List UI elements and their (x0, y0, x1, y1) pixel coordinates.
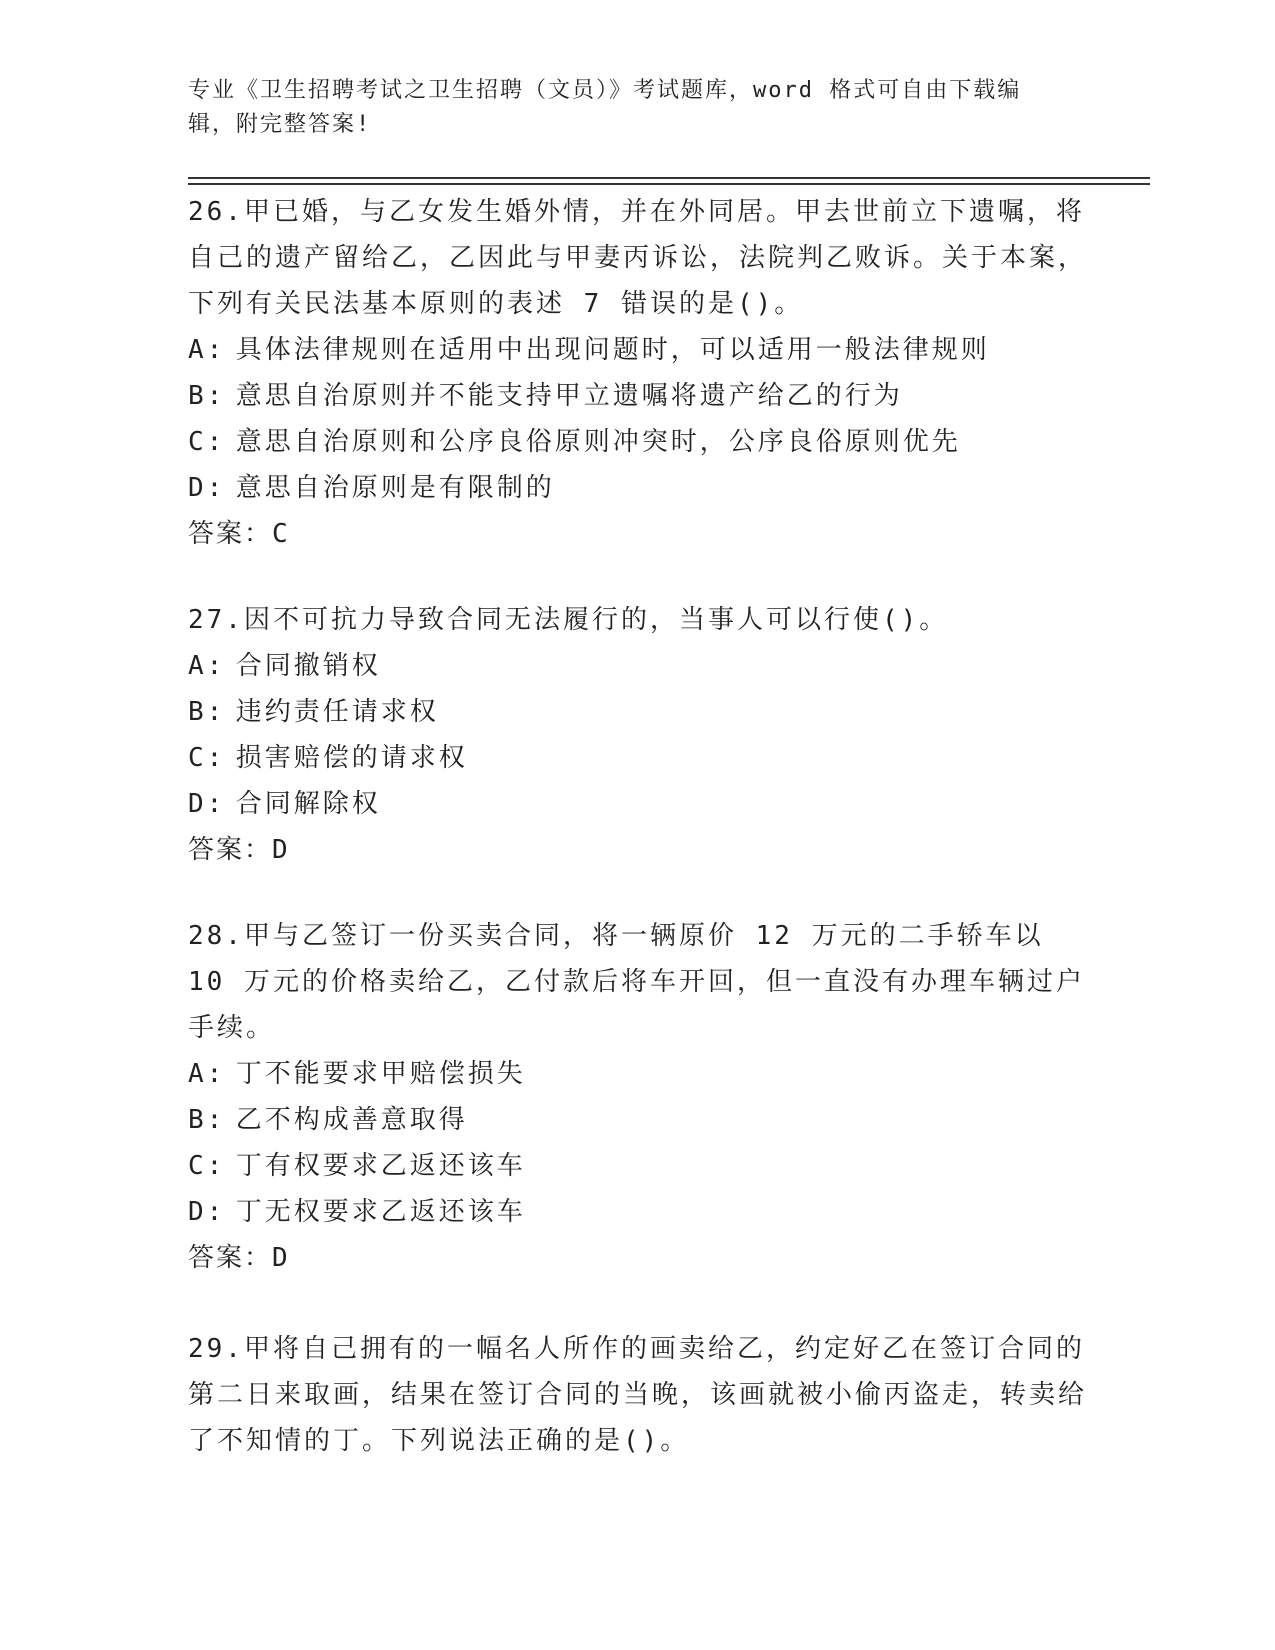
option-d (188, 1189, 1088, 1235)
question-26 (188, 189, 1088, 557)
option-letter: A: (188, 1059, 226, 1089)
option-text: 意思自治原则并不能支持甲立遗嘱将遗产给乙的行为 (235, 381, 903, 411)
option-letter: B: (188, 381, 226, 411)
question-27 (188, 597, 1088, 873)
option-letter: D: (188, 473, 226, 503)
option-b (188, 373, 1088, 419)
question-stem: 28.甲与乙签订一份买卖合同，将一辆原价 12 万元的二手轿车以 10 万元的价格卖给乙，乙付款后将车开回，但一直没有办理车辆过户手续。 (188, 921, 1085, 1043)
option-letter: C: (188, 743, 226, 773)
option-c (188, 419, 1088, 465)
question-stem: 26.甲已婚，与乙女发生婚外情，并在外同居。甲去世前立下遗嘱，将自己的遗产留给乙，乙因此与甲妻丙诉讼，法院判乙败诉。关于本案，下列有关民法基本原则的表述 7 错误的是()。 (188, 197, 1088, 319)
answer-line (188, 1235, 1088, 1281)
header-divider-top (188, 177, 1150, 179)
question-29 (188, 1326, 1088, 1464)
option-text: 具体法律规则在适用中出现问题时，可以适用一般法律规则 (235, 335, 990, 365)
option-text: 违约责任请求权 (235, 697, 439, 727)
option-c (188, 1143, 1088, 1189)
option-letter: C: (188, 1151, 226, 1181)
option-a (188, 327, 1088, 373)
option-d (188, 781, 1088, 827)
option-text: 意思自治原则和公序良俗原则冲突时，公序良俗原则优先 (235, 427, 961, 457)
option-letter: A: (188, 335, 226, 365)
answer-line (188, 511, 1088, 557)
header-note: 专业《卫生招聘考试之卫生招聘（文员）》考试题库，word 格式可自由下载编辑，附完整答案! (188, 78, 1022, 137)
option-text: 合同撤销权 (235, 651, 381, 681)
option-a (188, 1051, 1088, 1097)
option-letter: A: (188, 651, 226, 681)
header-divider-bottom (188, 183, 1150, 185)
answer-value: C (272, 519, 288, 549)
option-letter: D: (188, 1197, 226, 1227)
option-text: 丁无权要求乙返还该车 (235, 1197, 526, 1227)
answer-label: 答案： (188, 519, 273, 549)
answer-value: D (272, 1243, 288, 1273)
answer-label: 答案： (188, 1243, 273, 1273)
option-b (188, 1097, 1088, 1143)
option-letter: B: (188, 697, 226, 727)
option-text: 意思自治原则是有限制的 (235, 473, 555, 503)
option-c (188, 735, 1088, 781)
option-letter: D: (188, 789, 226, 819)
option-a (188, 643, 1088, 689)
answer-line (188, 827, 1088, 873)
option-text: 乙不构成善意取得 (235, 1105, 468, 1135)
option-letter: C: (188, 427, 226, 457)
option-text: 合同解除权 (235, 789, 381, 819)
option-text: 丁有权要求乙返还该车 (235, 1151, 526, 1181)
answer-value: D (272, 835, 288, 865)
option-letter: B: (188, 1105, 226, 1135)
question-28 (188, 913, 1088, 1281)
question-stem: 27.因不可抗力导致合同无法履行的，当事人可以行使()。 (188, 605, 949, 635)
option-d (188, 465, 1088, 511)
answer-label: 答案： (188, 835, 273, 865)
option-text: 损害赔偿的请求权 (235, 743, 468, 773)
option-text: 丁不能要求甲赔偿损失 (235, 1059, 526, 1089)
option-b (188, 689, 1088, 735)
question-stem: 29.甲将自己拥有的一幅名人所作的画卖给乙，约定好乙在签订合同的第二日来取画，结果在签订合同的当晚，该画就被小偷丙盗走，转卖给了不知情的丁。下列说法正确的是()。 (188, 1334, 1088, 1456)
